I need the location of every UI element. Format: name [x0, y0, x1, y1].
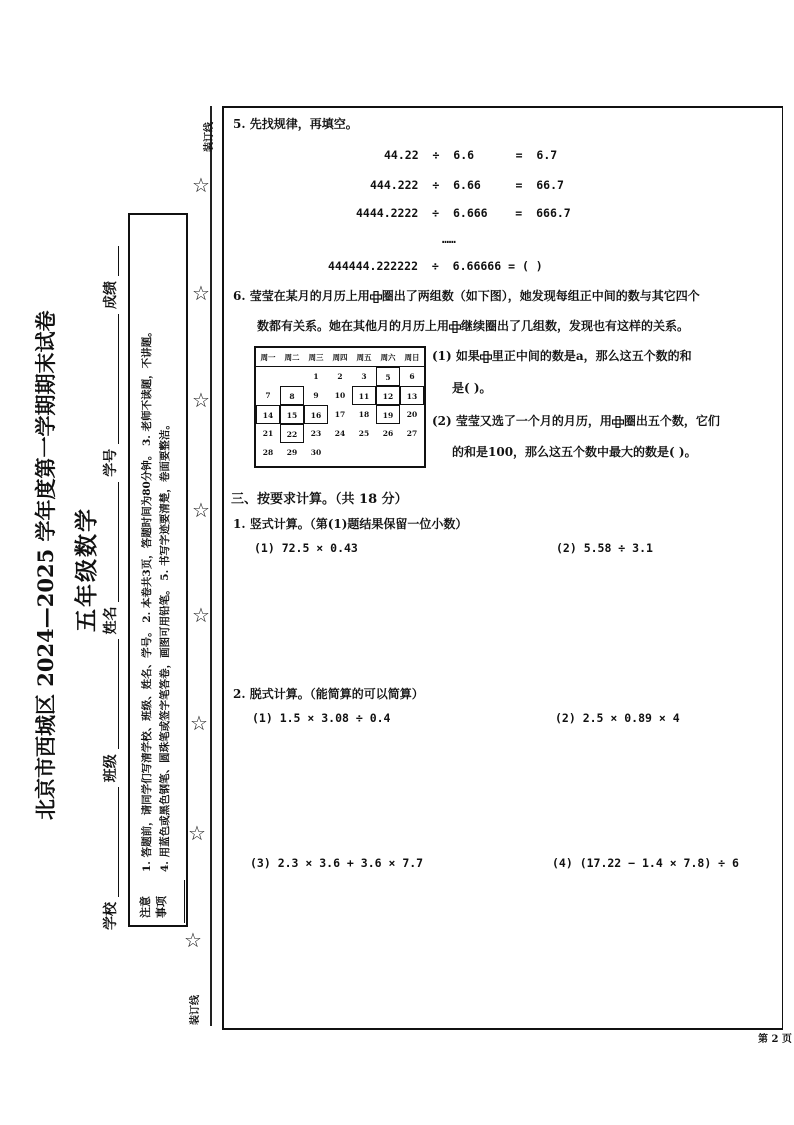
field-class-label: 班级: [103, 754, 119, 783]
exam-title: 北京市西城区 2024—2025 学年度第一学期期末试卷: [33, 310, 58, 820]
q5-stem: 5. 先找规律，再填空。: [233, 117, 358, 131]
p1-stem: 1. 竖式计算。（第(1)题结果保留一位小数）: [233, 517, 468, 531]
calendar-header-row: 周一 周二 周三 周四 周五 周六 周日: [256, 348, 424, 367]
q5-ellipsis: ……: [442, 232, 456, 246]
binding-label-top: 装订线: [204, 122, 215, 152]
field-id-label: 学号: [103, 448, 119, 477]
field-school-label: 学校: [103, 902, 119, 930]
q5-row-2: 444.222 ÷ 6.66 = 66.7: [370, 178, 564, 192]
p2-item-4-work-area[interactable]: [552, 875, 772, 1015]
calendar-row: 7 8 9 10 11 12 13: [256, 386, 424, 405]
calendar-row: 1 2 3 5 6: [256, 367, 424, 386]
student-info-fields: [100, 90, 120, 930]
notes-label: 注意 事项: [139, 896, 168, 918]
p2-item-4: (4) (17.22 − 1.4 × 7.8) ÷ 6: [552, 856, 739, 870]
calendar-table: [254, 346, 426, 468]
star-icon: ☆: [192, 388, 210, 412]
star-icon: ☆: [192, 603, 210, 627]
score-input[interactable]: [104, 246, 119, 276]
binding-line: [210, 106, 212, 1026]
p2-item-1: (1) 1.5 × 3.08 ÷ 0.4: [252, 711, 391, 725]
calendar-row: 14 15 16 17 18 19 20: [256, 405, 424, 424]
q6-sub1-line-2[interactable]: 是( )。: [452, 381, 492, 395]
p2-stem: 2. 脱式计算。（能简算的可以简算）: [233, 687, 424, 701]
p1-item-1: (1) 72.5 × 0.43: [254, 541, 358, 555]
notes-line-1: 1. 答题前，请同学们写清学校、班级、姓名、学号。 2. 本卷共3页，答题时间为80分钟。 3. 老师不读题，不讲题。: [141, 326, 153, 872]
p1-item-2: (2) 5.58 ÷ 3.1: [556, 541, 653, 555]
p2-item-3: (3) 2.3 × 3.6 + 3.6 × 7.7: [250, 856, 424, 870]
p2-item-1-work-area[interactable]: [250, 730, 510, 845]
q5-row-1: 44.22 ÷ 6.6 = 6.7: [384, 148, 558, 162]
q6-sub2-line-1: (2) 莹莹又选了一个月的月历，用 圈出五个数，它们: [432, 414, 720, 428]
cross-shape-icon: [612, 416, 624, 428]
exam-subject: 五年级数学: [73, 507, 100, 632]
p1-item-1-work-area[interactable]: [250, 560, 510, 675]
q6-stem-line-1: 6. 莹莹在某月的月历上用 圈出了两组数（如下图），她发现每组正中间的数与其它四个: [233, 289, 700, 303]
star-icon: ☆: [184, 928, 202, 952]
binding-label-bottom: 装订线: [190, 995, 201, 1025]
class-input[interactable]: [104, 639, 119, 749]
q5-answer-blank[interactable]: ( ): [521, 259, 543, 273]
cross-shape-icon: [370, 291, 382, 303]
star-icon: ☆: [192, 281, 210, 305]
field-score-label: 成绩: [103, 281, 119, 309]
q6-stem-line-2: 数都有关系。她在其他月的月历上用 继续圈出了几组数，发现也有这样的关系。: [257, 319, 690, 333]
field-name-label: 姓名: [103, 606, 119, 635]
student-id-input[interactable]: [104, 314, 119, 444]
star-icon: ☆: [188, 821, 206, 845]
school-input[interactable]: [104, 787, 119, 897]
cross-shape-icon: [449, 321, 461, 333]
notes-content: [138, 326, 174, 872]
cross-shape-icon: [480, 351, 492, 363]
q5-last-row: 444444.222222 ÷ 6.66666 = ( ): [328, 259, 543, 273]
calendar-row: 21 22 23 24 25 26 27: [256, 424, 424, 443]
calendar-row: 28 29 30: [262, 448, 322, 457]
p1-item-2-work-area[interactable]: [552, 560, 772, 675]
p2-item-2: (2) 2.5 × 0.89 × 4: [555, 711, 680, 725]
p2-item-2-work-area[interactable]: [552, 730, 772, 845]
star-icon: ☆: [190, 711, 208, 735]
notes-line-2: 4. 用蓝色或黑色钢笔、圆珠笔或签字笔答卷，画图可用铅笔。 5. 书写字迹要清楚，卷面要整洁。: [159, 419, 171, 872]
name-input[interactable]: [104, 482, 119, 602]
q5-row-3: 4444.2222 ÷ 6.666 = 666.7: [356, 206, 571, 220]
star-icon: ☆: [192, 498, 210, 522]
q6-sub1-line-1: (1) 如果 里正中间的数是a，那么这五个数的和: [432, 349, 692, 363]
section3-title: 三、按要求计算。（共 18 分）: [231, 492, 408, 507]
p2-item-3-work-area[interactable]: [250, 875, 510, 1015]
star-icon: ☆: [192, 173, 210, 197]
page-number: 第 2 页: [758, 1034, 792, 1045]
q6-sub2-line-2[interactable]: 的和是100，那么这五个数中最大的数是( )。: [452, 445, 697, 459]
